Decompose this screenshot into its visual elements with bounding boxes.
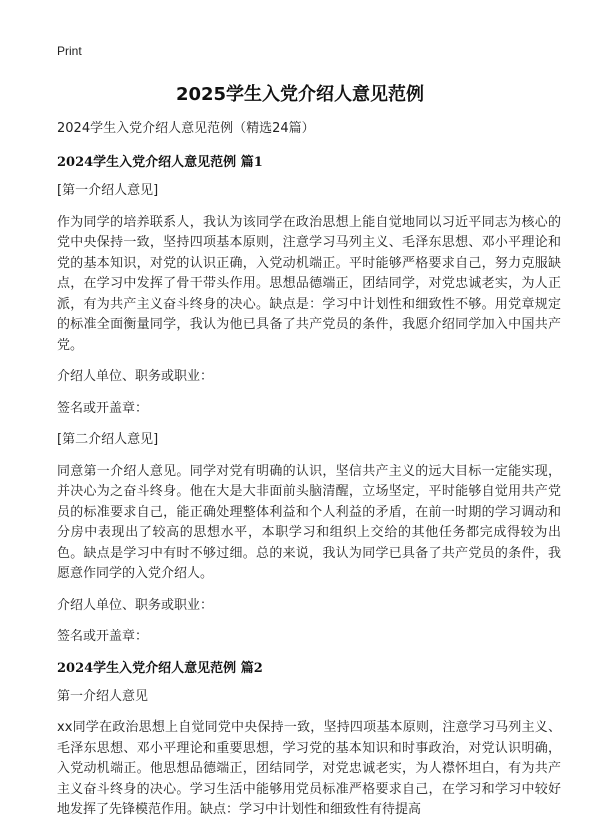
introducer-unit-line: 介绍人单位、职务或职业： bbox=[57, 597, 214, 613]
document-body bbox=[57, 119, 561, 828]
opinion-paragraph: xx同学在政治思想上自觉同党中央保持一致，坚持四项基本原则，注意学习马列主义、毛泽东思想、邓小平理论和重要思想，学习党的基本知识和时事政治，对党认识明确，入党动机端正。他思想品德端正，团结同学，对党忠诚老实，为人襟怀坦白，有为共产主义奋斗终身的决心。学习生活中能够用党员标准严格要求自己，在学习和学习中较好地发挥了先锋模范作用。缺点：学习中计划性和细致性有待提高 bbox=[57, 720, 561, 817]
opinion-label: [第二介绍人意见] bbox=[57, 432, 159, 447]
document-subtitle: 2024学生入党介绍人意见范例（精选24篇） bbox=[57, 121, 315, 136]
section-heading: 2024学生入党介绍人意见范例 篇2 bbox=[57, 660, 263, 676]
section-heading: 2024学生入党介绍人意见范例 篇1 bbox=[57, 155, 263, 170]
opinion-label: 第一介绍人意见 bbox=[57, 688, 149, 704]
page-title: 2025学生入党介绍人意见范例 bbox=[175, 84, 425, 105]
print-link[interactable]: Print bbox=[57, 44, 82, 58]
signature-line: 签名或开盖章： bbox=[57, 629, 149, 644]
opinion-paragraph: 同意第一介绍人意见。同学对党有明确的认识，坚信共产主义的远大目标一定能实现，并决心为之奋斗终身。他在大是大非面前头脑清醒，立场坚定，平时能够自觉用共产党员的标准要求自己，能正确处理整体利益和个人利益的矛盾，在前一时期的学习调动和分房中表现出了较高的思想水平，本职学习和组织上交给的其他任务都完成得较为出色。缺点是学习中有时不够过细。总的来说，我认为同学已具备了共产党员的条件，我愿意作同学的入党介绍人。 bbox=[57, 463, 561, 581]
opinion-paragraph: 作为同学的培养联系人，我认为该同学在政治思想上能自觉地同以习近平同志为核心的党中央保持一致，坚持四项基本原则，注意学习马列主义、毛泽东思想、邓小平理论和党的基本知识，对党的认识正确，入党动机端正。平时能够严格要求自己，努力克服缺点，在学习中发挥了骨干带头作用。思想品德端正，团结同学，对党忠诚老实，为人正派，有为共产主义奋斗终身的决心。缺点是：学习中计划性和细致性不够。用党章规定的标准全面衡量同学，我认为他已具备了共产党员的条件，我愿介绍同学加入中国共产党。 bbox=[57, 214, 561, 353]
introducer-unit-line: 介绍人单位、职务或职业： bbox=[57, 369, 214, 384]
opinion-label: [第一介绍人意见] bbox=[57, 183, 159, 198]
signature-line: 签名或开盖章： bbox=[57, 400, 149, 416]
